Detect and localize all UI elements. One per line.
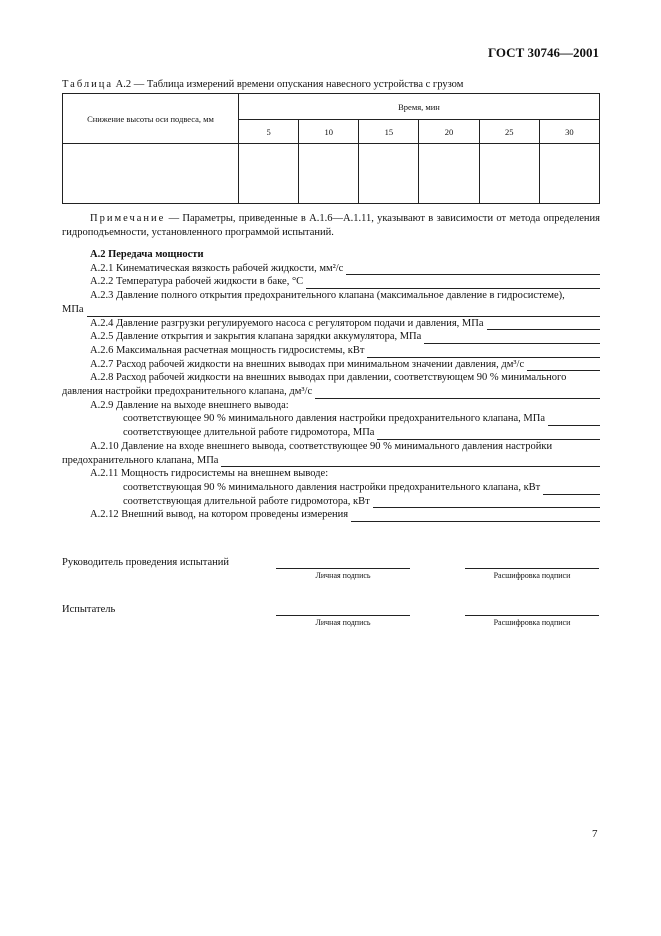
list-item: А.2.3 Давление полного открытия предохранительного клапана (максимальное давление в гидросистеме), [90,290,565,302]
list-item: А.2.8 Расход рабочей жидкости на внешних выводах при давлении, соответствующем 90 % минимального [90,372,567,384]
signature-decode-caption: Расшифровка подписи [493,571,571,580]
fill-line [373,497,600,508]
fill-line [543,484,600,495]
list-item: А.2.10 Давление на входе внешнего вывода, соответствующее 90 % минимального давления настройки [90,440,553,452]
signature-decode-caption: Расшифровка подписи [493,618,571,627]
time-column-header: 20 [419,120,479,144]
document-id: ГОСТ 30746—2001 [487,45,599,60]
signature-role-leader: Руководитель проведения испытаний [62,557,230,568]
fill-line [221,456,600,467]
list-item: А.2.2 Температура рабочей жидкости в баке, °С [62,275,600,289]
signature-line [276,615,410,616]
power-transfer-section [62,248,600,522]
list-item: А.2.7 Расход рабочей жидкости на внешних выводах при минимальном значении давления, дм³/с [62,358,600,372]
fill-line [487,319,601,330]
table-caption-text: А.2 — Таблица измерений времени опускания навесного устройства с грузом [113,79,464,90]
page-number: 7 [592,828,598,840]
signature-decode-line [465,568,599,569]
list-item: соответствующее длительной работе гидромотора, МПа [62,426,600,440]
list-item: А.2.11 Мощность гидросистемы на внешнем выводе: [90,468,329,480]
list-item: А.2.5 Давление открытия и закрытия клапана зарядки аккумулятора, МПа [62,330,600,344]
table-row [63,144,600,204]
list-item: соответствующая 90 % минимального давления настройки предохранительного клапана, кВт [62,481,600,495]
list-item: соответствующее 90 % минимального давления настройки предохранительного клапана, МПа [62,412,600,426]
table-cell [239,144,299,204]
fill-line [87,306,600,317]
section-title: А.2 Передача мощности [90,249,204,260]
table-cell [479,144,539,204]
list-item: А.2.12 Внешний вывод, на котором проведены измерения [62,508,600,522]
signature-line [276,568,410,569]
fill-line [315,388,600,399]
table-caption-label: Таблица [62,79,114,90]
signature-role-tester: Испытатель [62,604,116,615]
fill-line [367,347,600,358]
table-cell [63,144,239,204]
note-label: Примечание [90,213,166,224]
table-cell [299,144,359,204]
table-header-height: Снижение высоты оси подвеса, мм [63,94,239,144]
fill-line [377,429,600,440]
table-cell [359,144,419,204]
list-item: А.2.4 Давление разгрузки регулируемого насоса с регулятором подачи и давления, МПа [62,317,600,331]
note-paragraph [62,212,600,240]
measurement-table [62,93,600,204]
list-item: соответствующая длительной работе гидромотора, кВт [62,495,600,509]
time-column-header: 15 [359,120,419,144]
fill-line [527,360,600,371]
fill-line [346,264,600,275]
note-text: — Параметры, приведенные в А.1.6—А.1.11, указывают в зависимости от метода определения гидроподъемности, установленного программой испытаний. [62,213,600,238]
time-column-header: 10 [299,120,359,144]
table-caption [62,79,463,90]
table-cell [539,144,599,204]
fill-line [351,511,600,522]
fill-line [424,333,600,344]
time-column-header: 25 [479,120,539,144]
list-item: МПа [62,303,600,317]
list-item: А.2.9 Давление на выходе внешнего вывода: [90,399,289,411]
list-item: давления настройки предохранительного клапана, дм³/с [62,385,600,399]
table-header-time: Время, мин [239,94,600,120]
signature-decode-line [465,615,599,616]
signature-caption: Личная подпись [315,571,371,580]
time-column-header: 30 [539,120,599,144]
table-cell [419,144,479,204]
signature-caption: Личная подпись [315,618,371,627]
list-item: предохранительного клапана, МПа [62,454,600,468]
fill-line [548,415,600,426]
list-item: А.2.6 Максимальная расчетная мощность гидросистемы, кВт [62,344,600,358]
fill-line [306,278,600,289]
list-item: А.2.1 Кинематическая вязкость рабочей жидкости, мм²/с [62,262,600,276]
time-column-header: 5 [239,120,299,144]
